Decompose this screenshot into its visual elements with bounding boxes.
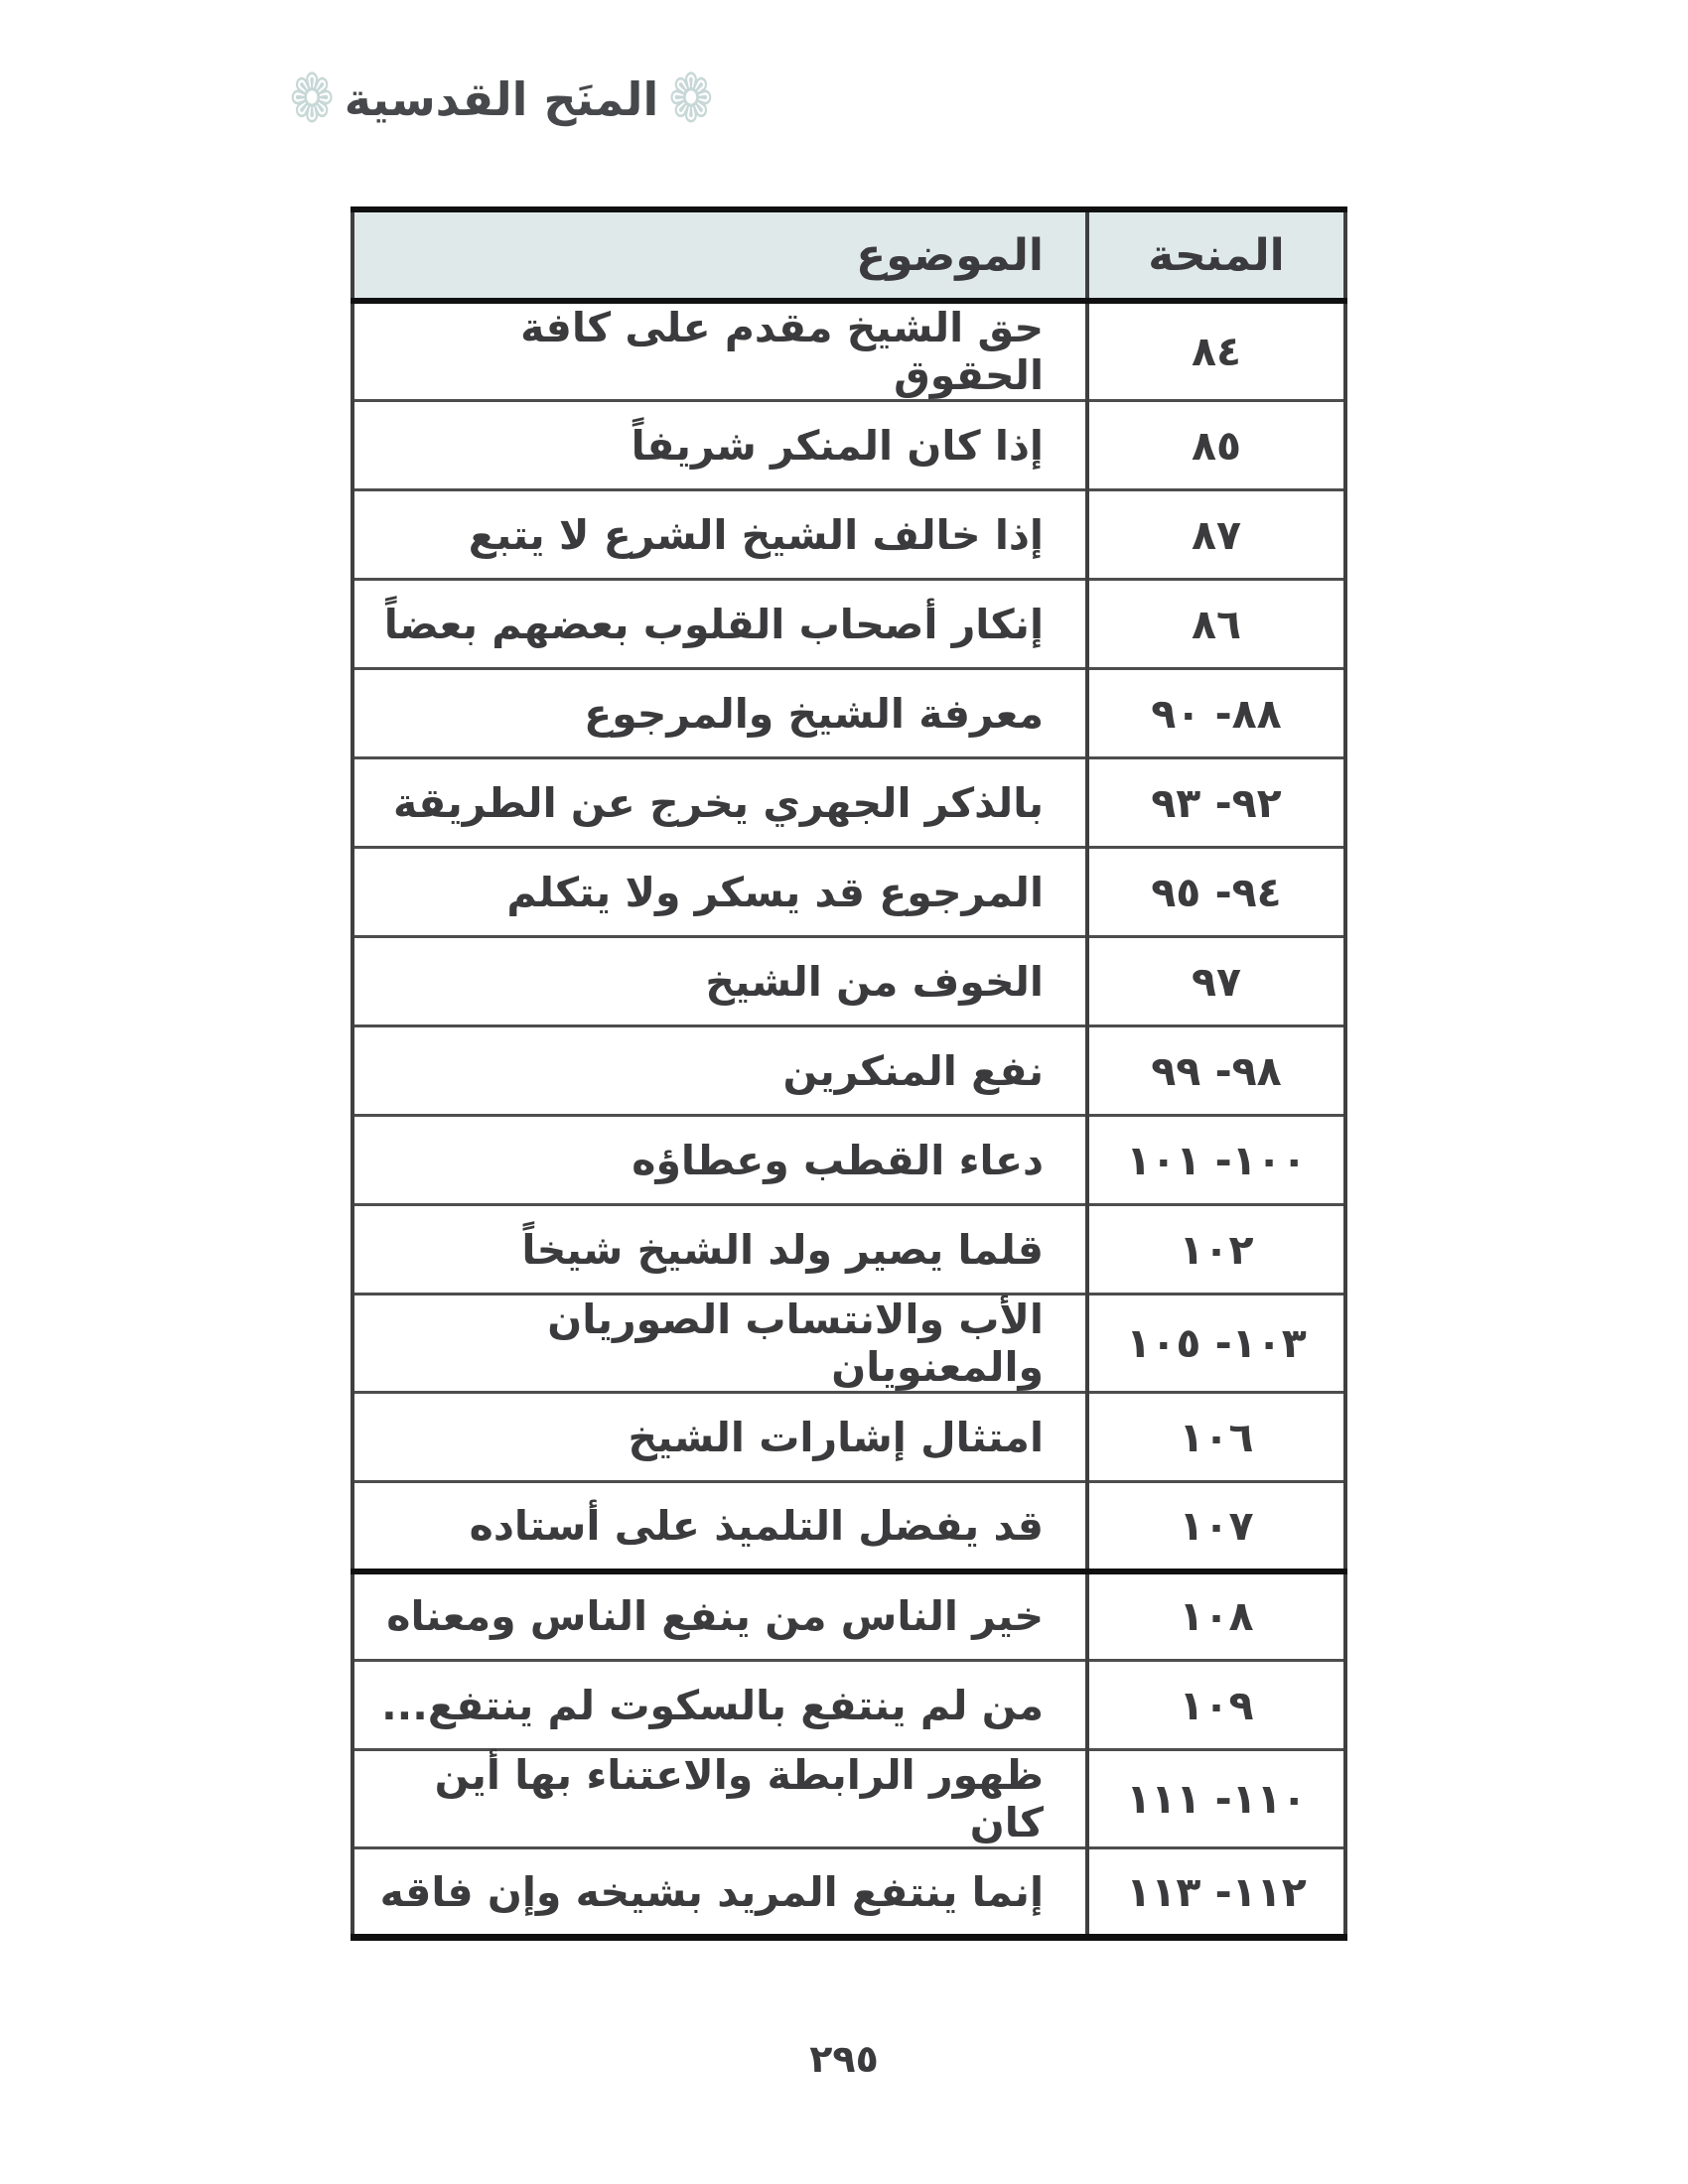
grant-cell: ١٠٠- ١٠١ [1087, 1116, 1345, 1205]
grant-cell: ١٠٧ [1087, 1482, 1345, 1571]
book-title: المنَح القدسية [344, 72, 659, 126]
column-header-topic: الموضوع [352, 209, 1087, 301]
grant-cell: ٨٤ [1087, 301, 1345, 401]
table-row [352, 1295, 1345, 1393]
table-row [352, 1205, 1345, 1295]
column-header-grant: المنحة [1087, 209, 1345, 301]
table-row [352, 848, 1345, 937]
table-row [352, 490, 1345, 580]
topic-cell: الخوف من الشيخ [352, 937, 1087, 1026]
grant-cell: ٩٨- ٩٩ [1087, 1026, 1345, 1116]
topic-cell: ظهور الرابطة والاعتناء بها أين كان [352, 1750, 1087, 1848]
toc-table [351, 206, 1347, 1941]
topic-cell: حق الشيخ مقدم على كافة الحقوق [352, 301, 1087, 401]
grant-cell: ٩٢- ٩٣ [1087, 758, 1345, 848]
topic-cell: إنكار أصحاب القلوب بعضهم بعضاً [352, 580, 1087, 669]
floral-ornament-icon: ❁ [668, 60, 714, 138]
grant-cell: ١٠٢ [1087, 1205, 1345, 1295]
grant-cell: ٨٥ [1087, 401, 1345, 490]
toc-table-header [352, 209, 1345, 301]
table-row [352, 1393, 1345, 1482]
table-row [352, 1848, 1345, 1938]
topic-cell: معرفة الشيخ والمرجوع [352, 669, 1087, 758]
topic-cell: الأب والانتساب الصوريان والمعنويان [352, 1295, 1087, 1393]
grant-cell: ٩٧ [1087, 937, 1345, 1026]
grant-cell: ٨٦ [1087, 580, 1345, 669]
topic-cell: قد يفضل التلميذ على أستاده [352, 1482, 1087, 1571]
grant-cell: ٨٨- ٩٠ [1087, 669, 1345, 758]
book-title-banner [289, 40, 714, 159]
table-row [352, 1482, 1345, 1571]
topic-cell: إذا خالف الشيخ الشرع لا يتبع [352, 490, 1087, 580]
table-row [352, 937, 1345, 1026]
header-row [352, 209, 1345, 301]
grant-cell: ١٠٣- ١٠٥ [1087, 1295, 1345, 1393]
grant-cell: ١١٢- ١١٣ [1087, 1848, 1345, 1938]
topic-cell: من لم ينتفع بالسكوت لم ينتفع... [352, 1661, 1087, 1750]
table-row [352, 1026, 1345, 1116]
table-row [352, 580, 1345, 669]
table-row [352, 758, 1345, 848]
table-row [352, 1116, 1345, 1205]
topic-cell: المرجوع قد يسكر ولا يتكلم [352, 848, 1087, 937]
floral-ornament-icon: ❁ [289, 60, 335, 138]
toc-table-body [352, 301, 1345, 1938]
grant-cell: ١١٠- ١١١ [1087, 1750, 1345, 1848]
topic-cell: نفع المنكرين [352, 1026, 1087, 1116]
table-row [352, 301, 1345, 401]
topic-cell: إنما ينتفع المريد بشيخه وإن فاقه [352, 1848, 1087, 1938]
topic-cell: إذا كان المنكر شريفاً [352, 401, 1087, 490]
grant-cell: ٩٤- ٩٥ [1087, 848, 1345, 937]
table-row [352, 1661, 1345, 1750]
topic-cell: قلما يصير ولد الشيخ شيخاً [352, 1205, 1087, 1295]
grant-cell: ١٠٨ [1087, 1571, 1345, 1661]
table-row [352, 1750, 1345, 1848]
table-row [352, 1571, 1345, 1661]
topic-cell: امتثال إشارات الشيخ [352, 1393, 1087, 1482]
grant-cell: ٨٧ [1087, 490, 1345, 580]
page-number: ٢٩٥ [809, 2037, 879, 2081]
grant-cell: ١٠٦ [1087, 1393, 1345, 1482]
table-row [352, 669, 1345, 758]
grant-cell: ١٠٩ [1087, 1661, 1345, 1750]
topic-cell: بالذكر الجهري يخرج عن الطريقة [352, 758, 1087, 848]
topic-cell: دعاء القطب وعطاؤه [352, 1116, 1087, 1205]
table-row [352, 401, 1345, 490]
topic-cell: خير الناس من ينفع الناس ومعناه [352, 1571, 1087, 1661]
